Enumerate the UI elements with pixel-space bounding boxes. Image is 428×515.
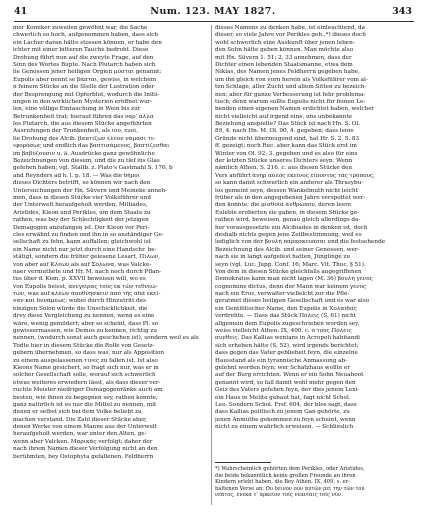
text-line: ten Schlage, aller Zucht und allem Sitten zu bezeich-: [215, 84, 367, 91]
text-line: weiss vielleicht Athen. IX, 400. c. ὁ τοὺς Πόλεις: [215, 328, 352, 335]
text-line: sellschaft zu fehn, kann auffallen; gleichwohl ist: [13, 239, 151, 246]
text-line: Demokratos kann man nicht lagen (M. 36) βουλὴ γένος: [215, 276, 373, 283]
text-line: deshalb nichts gegen jene Zeitbestimmung, weil es: [215, 231, 362, 238]
text-line: ff. gezeigt; noch Rec. aber kann das Stück erst im: [215, 143, 357, 150]
text-line: seyn (vgl. Luc. Jupp. Conf. 16; Marc. Vit. Thuc. § 51).: [215, 261, 366, 268]
text-line: zu einem ausgelassenen τινες zu fallen ist. Ist also: [13, 357, 158, 364]
text-line: gebern übernehmen, so dass was, nur als Apposition: [13, 350, 165, 357]
text-line: tus über d. Kom. p. XXVII beweisen will, wo es: [13, 276, 146, 283]
text-line: nennen, (wodurch sonst auch geschehen ist), sondern weil es als: [13, 335, 199, 342]
text-line: her vorausgesetzte ein Alcibiades in denken ist, doch: [215, 224, 368, 231]
text-line: etwas weiteres erwiedern lässt, als dass dieser ver-: [13, 379, 161, 386]
text-line: wenn aber Valcken. Μαρικᾶς verfolgt; daher der: [13, 438, 153, 445]
text-line: and Reynders ad h. l. p. 18. — Was die δῆμοι: [13, 172, 140, 179]
text-line: nämlich Athen. S. 216. c. aus diesen Stücke den: [215, 165, 353, 172]
text-line: Dichter einen lebenden Staatsmanne, etwa dem: [215, 61, 353, 68]
text-line: gelehnt worden feyn; wer Schatzhaus wollte er: [215, 364, 351, 371]
text-line: machen verstand. Die Zahl dieser Stücke aber,: [13, 416, 147, 423]
text-line: der Besprengung mit Opferblut, wodurch die Initii-: [13, 91, 160, 98]
left-text-column: [13, 25, 211, 461]
right-text-column: [215, 25, 413, 431]
text-line: men, dass in diesen Stücke vier Volksführer und: [13, 194, 151, 201]
text-line: ungen in den wirklichen Mysterien eröffnet wur-: [13, 98, 153, 105]
column-divider: [211, 25, 212, 505]
text-line: cognomine dictus, denn der Mann war keinem γένος: [215, 283, 367, 290]
text-line: Winter von Ol. 92, 3. gegeben und es also für eins: [215, 150, 358, 157]
text-line: ναν καὶ δυνάμεως: wobei durch Hinzutritt des: [13, 298, 147, 305]
footnote: [215, 466, 413, 499]
text-line: Geiz des Vaters gefehen feyn, der dies jenem Lexi-: [215, 387, 360, 394]
text-line: besten, wie ihnen zu begegnen sey, rathen konnte;: [13, 394, 158, 401]
text-line: gefehen haben; vgl. Stallb. z. Plato's Gastmahl S. 176, b: [13, 165, 173, 172]
text-line: los gemeint seyn, dessen Wankelmuth nicht leicht: [215, 187, 358, 194]
text-line: chwerlich so hoch, aufgenommen haben, dass sich: [13, 32, 159, 39]
text-line: Von dem in diesen Stücke gleichfalls angegriffenen: [215, 268, 362, 275]
text-line: Nikias, des Namen jenes Feldherrn gegeben habe,: [215, 69, 360, 76]
text-line: dass gegen das Vater gebliebeit feyn, die einzelne: [215, 350, 358, 357]
text-line: lie Drohung des Alcib. βαπτίζων ἐλέον νάμασι τε-: [13, 135, 156, 142]
text-line: geratmet dieses heiligen Gesellschaft und es war also: [215, 298, 370, 305]
text-line: Aristides, Kleon und Perikles, um dem Staate zu: [13, 209, 151, 216]
text-line: wäre, wenig gemildert; aber so scheint, dass Pl. so: [13, 320, 159, 327]
footnote-rule: [215, 462, 271, 463]
text-line: ein Lacher daran hätte stossen können, er habe den: [13, 39, 162, 46]
text-line: nach ihrem Namen dieser Verfolgung nicht an den: [13, 446, 158, 453]
text-line: mit Hn. Süvern 1. 51; 2, 33 annehmen, dass der: [215, 54, 352, 61]
text-line: rathen, was bey der Schlechtigkeit der jetzigen: [13, 217, 149, 224]
text-line: naer vermuthete und Hr. M. nach noch durch Pflan-: [13, 268, 162, 275]
text-line: den konnte; die μισθοῖα ἀνθρώπου, deren leere: [215, 202, 352, 209]
text-line: allgemein dem Eupolis zugeschrieben worden sey,: [215, 320, 360, 327]
text-line: Hausstand als ein tyrannische Anmassung ab-: [215, 357, 348, 364]
text-line: nach ein Ēros, verwalter vielleicht zur die Pfle-: [215, 291, 350, 298]
page-header: [14, 6, 412, 20]
text-line: solcher Gesellschaft solle, worauf sich schwerlich: [13, 372, 156, 379]
text-line: Vers anführt ἀνὴρ αὐλὸς ἐκεῖνος εἴποντος τὰς τρόπους,: [215, 172, 375, 179]
text-line: Bezeichnung des Alcib. und seiner Genossen, wer-: [215, 246, 360, 253]
text-line: verdrehte. — Dass das Stück Πόλεις (S. 61) nicht: [215, 313, 357, 320]
text-line: rathen wird, beweisen, genau gleich allerdings da-: [215, 217, 361, 224]
text-line: Ausrufungen der Trunkenheit, als ιού, ευοί,: [13, 128, 139, 135]
text-line: Gründe nicht überzeugend sind, hat Hr. S. 2, S. 83: [215, 135, 360, 142]
text-line: nen; aber für ganze Verbesserung ist fehr problema-: [215, 91, 366, 98]
text-line: haltenen Verse an: Οὐ δεινὸν οὖν αὐτῶν ῥεῖ τὴν τῶν τοῦ: [215, 485, 365, 492]
text-line: tisch; denn warum sollte Eupolis nicht für feinen Le-: [215, 98, 366, 105]
text-line: len, eine völlige Eintauchung in Wein bis zur: [13, 106, 141, 113]
text-line: Betrunkenheit trat; hierauf führen das ναρ' αλλα: [13, 113, 154, 120]
text-line: lie Genossen jener heiligen Orgien μύσται genannt;: [13, 69, 162, 76]
text-line: Untersuchungen der Hn. Süvern und Meineke anneh-: [13, 187, 168, 194]
text-line: Leo. Sondern Schol. Frsf. 604, der blos sagt, dass: [215, 401, 357, 408]
text-line: stätigt, sondern die früher gelesene Lesart, Πίλων,: [13, 254, 161, 261]
text-line: ganz natürlich ist es nur die Mittel zu nennen, mit: [13, 401, 157, 408]
text-line: im βαβύζουσιν u. ä. Ausdrücke ganz gewöhnliche: [13, 150, 155, 157]
text-line: των, was auf κλέων ἀποθνήσκειν ἀπὸ τῆς ἀδὰ ἐκεῖ-: [13, 291, 161, 298]
text-line: wohl schwerlich eine Auskunft über jenen leben-: [215, 39, 355, 46]
text-line: nicht vielleicht auf irgend eine, uns unbekannte: [215, 113, 353, 120]
text-line: einzigen Solon würde die Unschicklichkeit, die: [13, 305, 148, 312]
text-line: ein Haus in Melite gebaut hat, fagt nicht Schol.: [215, 394, 351, 401]
text-line: Kleons Name gesichert, so fragt sich nur, was er in: [13, 364, 159, 371]
text-line: denen er selbst sich bei dem Volke beliebt zu: [13, 409, 142, 416]
text-line: genannt wird, so fall damit wohl mehr gegen den: [215, 379, 356, 386]
text-line: dieses Namens zu denken habe, ist einleuchtend, da: [215, 25, 366, 31]
text-line: lediglich von der βουλὴ παρασκευάσαι und die festsehende: [215, 239, 386, 246]
text-line: dass Kallias politisch zu jenem Gan gehörte, zu: [215, 409, 350, 416]
text-line: den Sohn hätte geben können. Man möchte also: [215, 47, 354, 54]
text-line: n feinem Stücke an die Stelle der Lustration oder: [13, 84, 155, 91]
text-line: dieses Dichters betrifft, so können wir nach den: [13, 180, 151, 187]
text-line: dieser, so viele Jahre vor Perikles geb.,*) dieses doch: [215, 32, 366, 39]
text-line: heraufgeholt werden, war unter den Alten, ge-: [13, 431, 147, 438]
text-line: ruchte Meister niedriger Demagogenränke auch am: [13, 387, 163, 394]
text-line: nach sie in langt aufgefest hatten, Jünglinge zu: [215, 254, 351, 261]
text-line: Beziehung anspielte? Das Stück ist nach Hn. S. Ol.: [215, 121, 361, 128]
text-line: so kann damit schwerlich ein anderer als Thrasybu-: [215, 180, 364, 187]
text-line: Demagogen anzufangen ist. Der Kleon vor Peri-: [13, 224, 150, 231]
text-line: ιφορόσως und endlich das βαπτισάμενος, βαπτίζεσθαι: [13, 143, 170, 150]
text-line: ichter mit einer bitteren Tauche bedroht. Diese: [13, 47, 149, 54]
text-line: berühmten, bey Ostophyta gefallenen, Feldherrn: [13, 453, 154, 460]
text-line: *) Wahrscheinlich gehörten dem Perikles, oder Aristides,: [215, 466, 365, 472]
text-line: Bezeichnungen von diesem, und die zu tief ins Glas: [13, 158, 160, 165]
issue-and-date: Num. 123. MAY 1827.: [150, 6, 276, 17]
text-line: gewissermassen, wie Demos zu kennen, richtig zu: [13, 328, 157, 335]
text-line: früher als in den angegebenen Jahre verspottet wer-: [215, 194, 366, 201]
text-line: sich erheben hätte (S. 52), wird irgends berichtet;: [215, 342, 359, 349]
text-line: nicht zu einem wahrlich erweisen. — Schlieslich: [215, 424, 354, 431]
text-line: les Plutarch, die aus diesem Stücke angeführten: [13, 121, 152, 128]
text-line: 89, 4. nach Hn. M. Ol. 90, 4. gegeben; dass leine: [215, 128, 354, 135]
text-line: ein Name nicht nur jetzt durch eine Handschr. be-: [13, 246, 157, 253]
text-line: cles erwähnt zu finden und ihn in so anständiger Ge-: [13, 231, 164, 238]
text-line: jenen Anmuthe gekommen zu feyn scheint, wenn: [215, 416, 356, 423]
text-line: συνθείς. Das Kallias wenians in Acropoli habitandi: [215, 335, 360, 342]
text-line: auf der Burg errichten. Wenn er ein Sohn Neuahoot: [215, 372, 364, 379]
text-line: Todte hier in diesem Stücke die Rolle von Gesetz-: [13, 342, 155, 349]
text-line: Eulebie eroberten sie gaben, in diesem Stücke ge-: [215, 209, 359, 216]
text-line: Sinn des Wortes Bupte. Nach Plutarch haben sich: [13, 61, 156, 68]
text-line: der Unterwelt heraufgeholt werden, Miltiades,: [13, 202, 148, 209]
page-number-left: 41: [14, 6, 28, 17]
text-line: Eupolis aber nennt se βάπται, gewiss, in welchem: [13, 76, 157, 83]
text-line: Drohung führt nun auf die zweyte Frage, auf den: [13, 54, 154, 61]
text-line: mer Komiker zuweilen gewöhnt war, die Sache: [13, 25, 148, 31]
page-number-right: 343: [392, 6, 412, 17]
text-line: von aber auf Κλέων als auf Σόλωνα, was Valcke-: [13, 261, 152, 268]
text-line: die beide bekanntlich keine großen Freunde an ihren: [215, 472, 356, 479]
text-line: ein Gentilitischer Name, den Eupolis in Χολαΐδας: [215, 305, 357, 312]
text-line: νέατος, ἔνεκα τ' ἀρκεῖον τοῖς νεανίαις τοῖς νῦν.: [215, 492, 343, 499]
text-line: von Eupolis heisst, ἀνεγείρας τοὺς ἐκ τῶν τεθνεώ-: [13, 283, 158, 290]
text-line: um ihn gleich von vorn herein als Volksführer vom al-: [215, 76, 368, 83]
text-line: der letzten Stücke unseres Dichters seyn. Wenn: [215, 158, 353, 165]
header-rule: [14, 21, 414, 22]
text-line: Kindern erlebt haben, die Bey Athen. IX, 409, s. er-: [215, 479, 350, 486]
text-line: drey diese Vergleichung zu nennen, wenn es eine: [13, 313, 155, 320]
text-line: denen Werke von einem Manne aus der Unterwelt: [13, 424, 157, 431]
text-line: benden einen eigenen Namen erdichtet haben, welcher: [215, 106, 375, 113]
